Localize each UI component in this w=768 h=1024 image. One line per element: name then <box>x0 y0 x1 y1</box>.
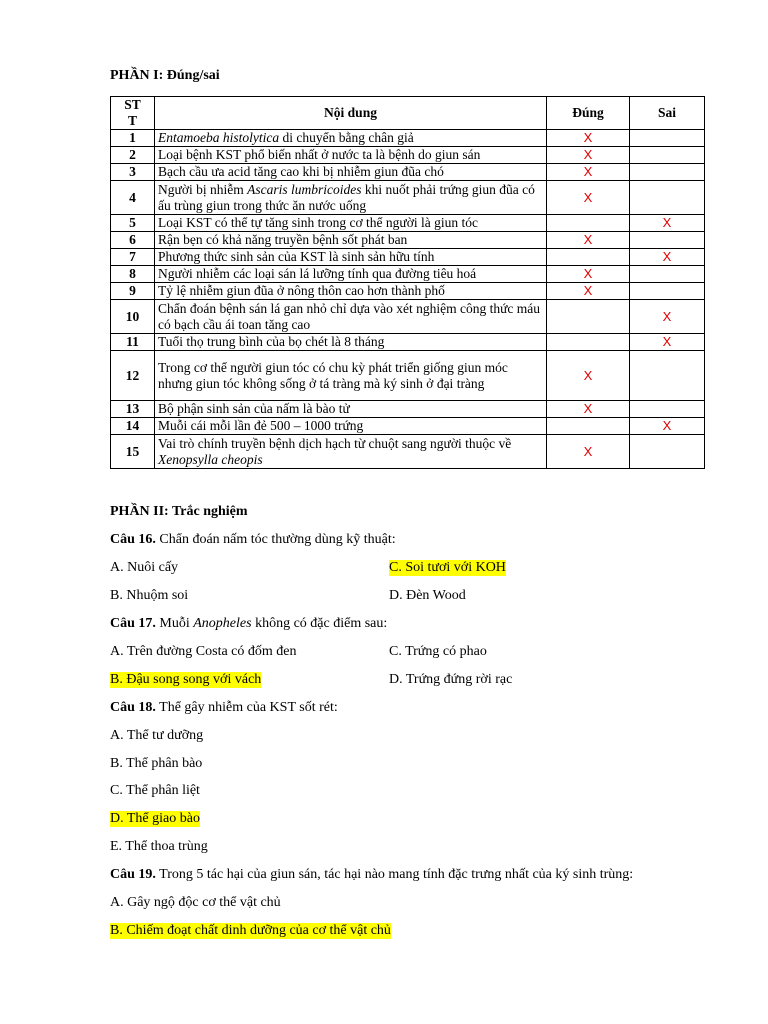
table-row <box>111 351 705 401</box>
question-number: Câu 18. <box>110 700 156 715</box>
q16-option-d: D. Đèn Wood <box>389 588 466 603</box>
table-row <box>111 283 705 300</box>
cell-false-mark: X <box>630 300 705 334</box>
row-content <box>155 283 547 300</box>
cell-true-mark: X <box>547 181 630 215</box>
cell-false-mark: X <box>630 215 705 232</box>
header-true: Đúng <box>547 97 630 130</box>
content-text: khi nuốt phải trứng giun đũa có ấu trùng giun trong thức ăn nước uống <box>158 181 535 213</box>
row-content <box>155 351 547 401</box>
row-content <box>155 334 547 351</box>
q19-option-b: B. Chiếm đoạt chất dinh dưỡng của cơ thể vật chủ <box>110 923 391 938</box>
cell-false-mark <box>630 435 705 469</box>
content-text: Loại KST có thể tự tăng sinh trong cơ thể người là giun tóc <box>158 215 478 230</box>
table-row <box>111 181 705 215</box>
table-row <box>111 266 705 283</box>
table-row <box>111 164 705 181</box>
question-text-italic: Anopheles <box>193 616 252 631</box>
content-text: Rận bẹn có khả năng truyền bệnh sốt phát ban <box>158 232 408 247</box>
question-number: Câu 19. <box>110 867 156 882</box>
row-content <box>155 181 547 215</box>
cell-true-mark: X <box>547 232 630 249</box>
content-text: Tỷ lệ nhiễm giun đũa ở nông thôn cao hơn thành phố <box>158 283 445 298</box>
cell-true-mark: X <box>547 351 630 401</box>
row-number: 9 <box>111 283 155 300</box>
q17-option-a: A. Trên đường Costa có đốm đen <box>110 644 297 659</box>
row-number: 15 <box>111 435 155 469</box>
row-content <box>155 401 547 418</box>
header-stt: STT <box>111 97 155 130</box>
cell-false-mark <box>630 130 705 147</box>
row-content <box>155 232 547 249</box>
cell-false-mark <box>630 147 705 164</box>
content-text: Trong cơ thể người giun tóc có chu kỳ phát triển giống giun móc nhưng giun tóc không sống ở tá tràng mà ký sinh ở đại tràng <box>158 359 508 391</box>
cell-true-mark <box>547 300 630 334</box>
question-17 <box>110 616 387 632</box>
q18-option-c: C. Thể phân liệt <box>110 783 200 798</box>
cell-true-mark <box>547 249 630 266</box>
q17-option-d: D. Trứng đứng rời rạc <box>389 672 513 687</box>
cell-true-mark: X <box>547 147 630 164</box>
table-row <box>111 334 705 351</box>
content-text: Loại bệnh KST phổ biến nhất ở nước ta là bệnh do giun sán <box>158 147 481 162</box>
table-row <box>111 401 705 418</box>
q16-option-a: A. Nuôi cấy <box>110 560 179 575</box>
row-number: 10 <box>111 300 155 334</box>
row-content <box>155 300 547 334</box>
table-row <box>111 232 705 249</box>
table-header-row <box>111 97 705 130</box>
question-16 <box>110 532 396 548</box>
cell-true-mark: X <box>547 266 630 283</box>
cell-true-mark: X <box>547 283 630 300</box>
question-text: Thể gây nhiễm của KST sốt rét: <box>155 700 338 715</box>
q18-option-a: A. Thể tư dưỡng <box>110 728 204 743</box>
cell-true-mark: X <box>547 435 630 469</box>
row-content <box>155 147 547 164</box>
cell-true-mark: X <box>547 164 630 181</box>
table-row <box>111 147 705 164</box>
table-row <box>111 249 705 266</box>
q17-option-c: C. Trứng có phao <box>389 644 487 659</box>
cell-true-mark: X <box>547 130 630 147</box>
q18-option-e: E. Thể thoa trùng <box>110 839 208 854</box>
cell-false-mark <box>630 164 705 181</box>
scientific-name: Entamoeba histolytica <box>158 130 280 145</box>
q19-option-a: A. Gây ngộ độc cơ thể vật chủ <box>110 895 281 910</box>
scientific-name: Ascaris lumbricoides <box>247 181 362 197</box>
row-content <box>155 266 547 283</box>
q17-option-b: B. Đậu song song với vách <box>110 672 262 687</box>
row-number: 8 <box>111 266 155 283</box>
row-content <box>155 164 547 181</box>
question-18 <box>110 700 338 716</box>
cell-true-mark: X <box>547 401 630 418</box>
content-text: Bạch cầu ưa acid tăng cao khi bị nhiễm giun đũa chó <box>158 164 444 179</box>
cell-true-mark <box>547 334 630 351</box>
cell-false-mark <box>630 181 705 215</box>
row-number: 14 <box>111 418 155 435</box>
part2-title: PHẦN II: Trắc nghiệm <box>110 504 248 519</box>
row-number: 6 <box>111 232 155 249</box>
row-number: 3 <box>111 164 155 181</box>
row-number: 11 <box>111 334 155 351</box>
row-number: 12 <box>111 351 155 401</box>
row-content <box>155 215 547 232</box>
cell-false-mark <box>630 266 705 283</box>
row-number: 5 <box>111 215 155 232</box>
cell-false-mark <box>630 283 705 300</box>
table-row <box>111 130 705 147</box>
q18-option-d: D. Thể giao bào <box>110 811 200 826</box>
table-row <box>111 418 705 435</box>
question-text-pre: Muỗi <box>155 616 194 631</box>
cell-false-mark <box>630 351 705 401</box>
content-text: Người nhiễm các loại sán lá lưỡng tính qua đường tiêu hoá <box>158 266 477 281</box>
header-false: Sai <box>630 97 705 130</box>
question-number: Câu 16. <box>110 532 156 547</box>
q16-option-b: B. Nhuộm soi <box>110 588 189 603</box>
table-row <box>111 300 705 334</box>
table-row <box>111 215 705 232</box>
content-text: Vai trò chính truyền bệnh dịch hạch từ chuột sang người thuộc về <box>158 435 512 451</box>
content-text: Chẩn đoán bệnh sán lá gan nhỏ chỉ dựa vào xét nghiệm công thức máu có bạch cầu ái toan tăng cao <box>158 300 541 332</box>
cell-true-mark <box>547 418 630 435</box>
question-number: Câu 17. <box>110 616 156 631</box>
content-text: di chuyển bằng chân giả <box>279 130 414 145</box>
cell-false-mark: X <box>630 249 705 266</box>
content-text: Muỗi cái mỗi lần đẻ 500 – 1000 trứng <box>158 418 364 433</box>
table-body <box>111 130 705 469</box>
cell-false-mark <box>630 401 705 418</box>
true-false-table <box>110 96 705 469</box>
part1-title: PHẦN I: Đúng/sai <box>110 68 220 83</box>
question-19 <box>110 867 633 883</box>
row-content <box>155 418 547 435</box>
header-content: Nội dung <box>155 97 547 130</box>
content-text: Tuổi thọ trung bình của bọ chét là 8 tháng <box>158 334 385 349</box>
row-number: 13 <box>111 401 155 418</box>
cell-false-mark: X <box>630 418 705 435</box>
question-text: Trong 5 tác hại của giun sán, tác hại nào mang tính đặc trưng nhất của ký sinh trùng: <box>155 867 634 882</box>
question-text-post: không có đặc điểm sau: <box>251 616 388 631</box>
scientific-name: Xenopsylla cheopis <box>158 451 263 467</box>
cell-true-mark <box>547 215 630 232</box>
content-text: Phương thức sinh sản của KST là sinh sản hữu tính <box>158 249 435 264</box>
row-number: 7 <box>111 249 155 266</box>
row-number: 4 <box>111 181 155 215</box>
content-text: Người bị nhiễm <box>158 181 248 197</box>
q16-option-c: C. Soi tươi với KOH <box>389 560 506 575</box>
content-text: Bộ phận sinh sản của nấm là bào tử <box>158 401 350 416</box>
table-row <box>111 435 705 469</box>
row-content <box>155 435 547 469</box>
row-content <box>155 249 547 266</box>
row-number: 1 <box>111 130 155 147</box>
q18-option-b: B. Thể phân bào <box>110 756 203 771</box>
row-number: 2 <box>111 147 155 164</box>
row-content <box>155 130 547 147</box>
question-text: Chẩn đoán nấm tóc thường dùng kỹ thuật: <box>155 532 396 547</box>
cell-false-mark: X <box>630 334 705 351</box>
cell-false-mark <box>630 232 705 249</box>
